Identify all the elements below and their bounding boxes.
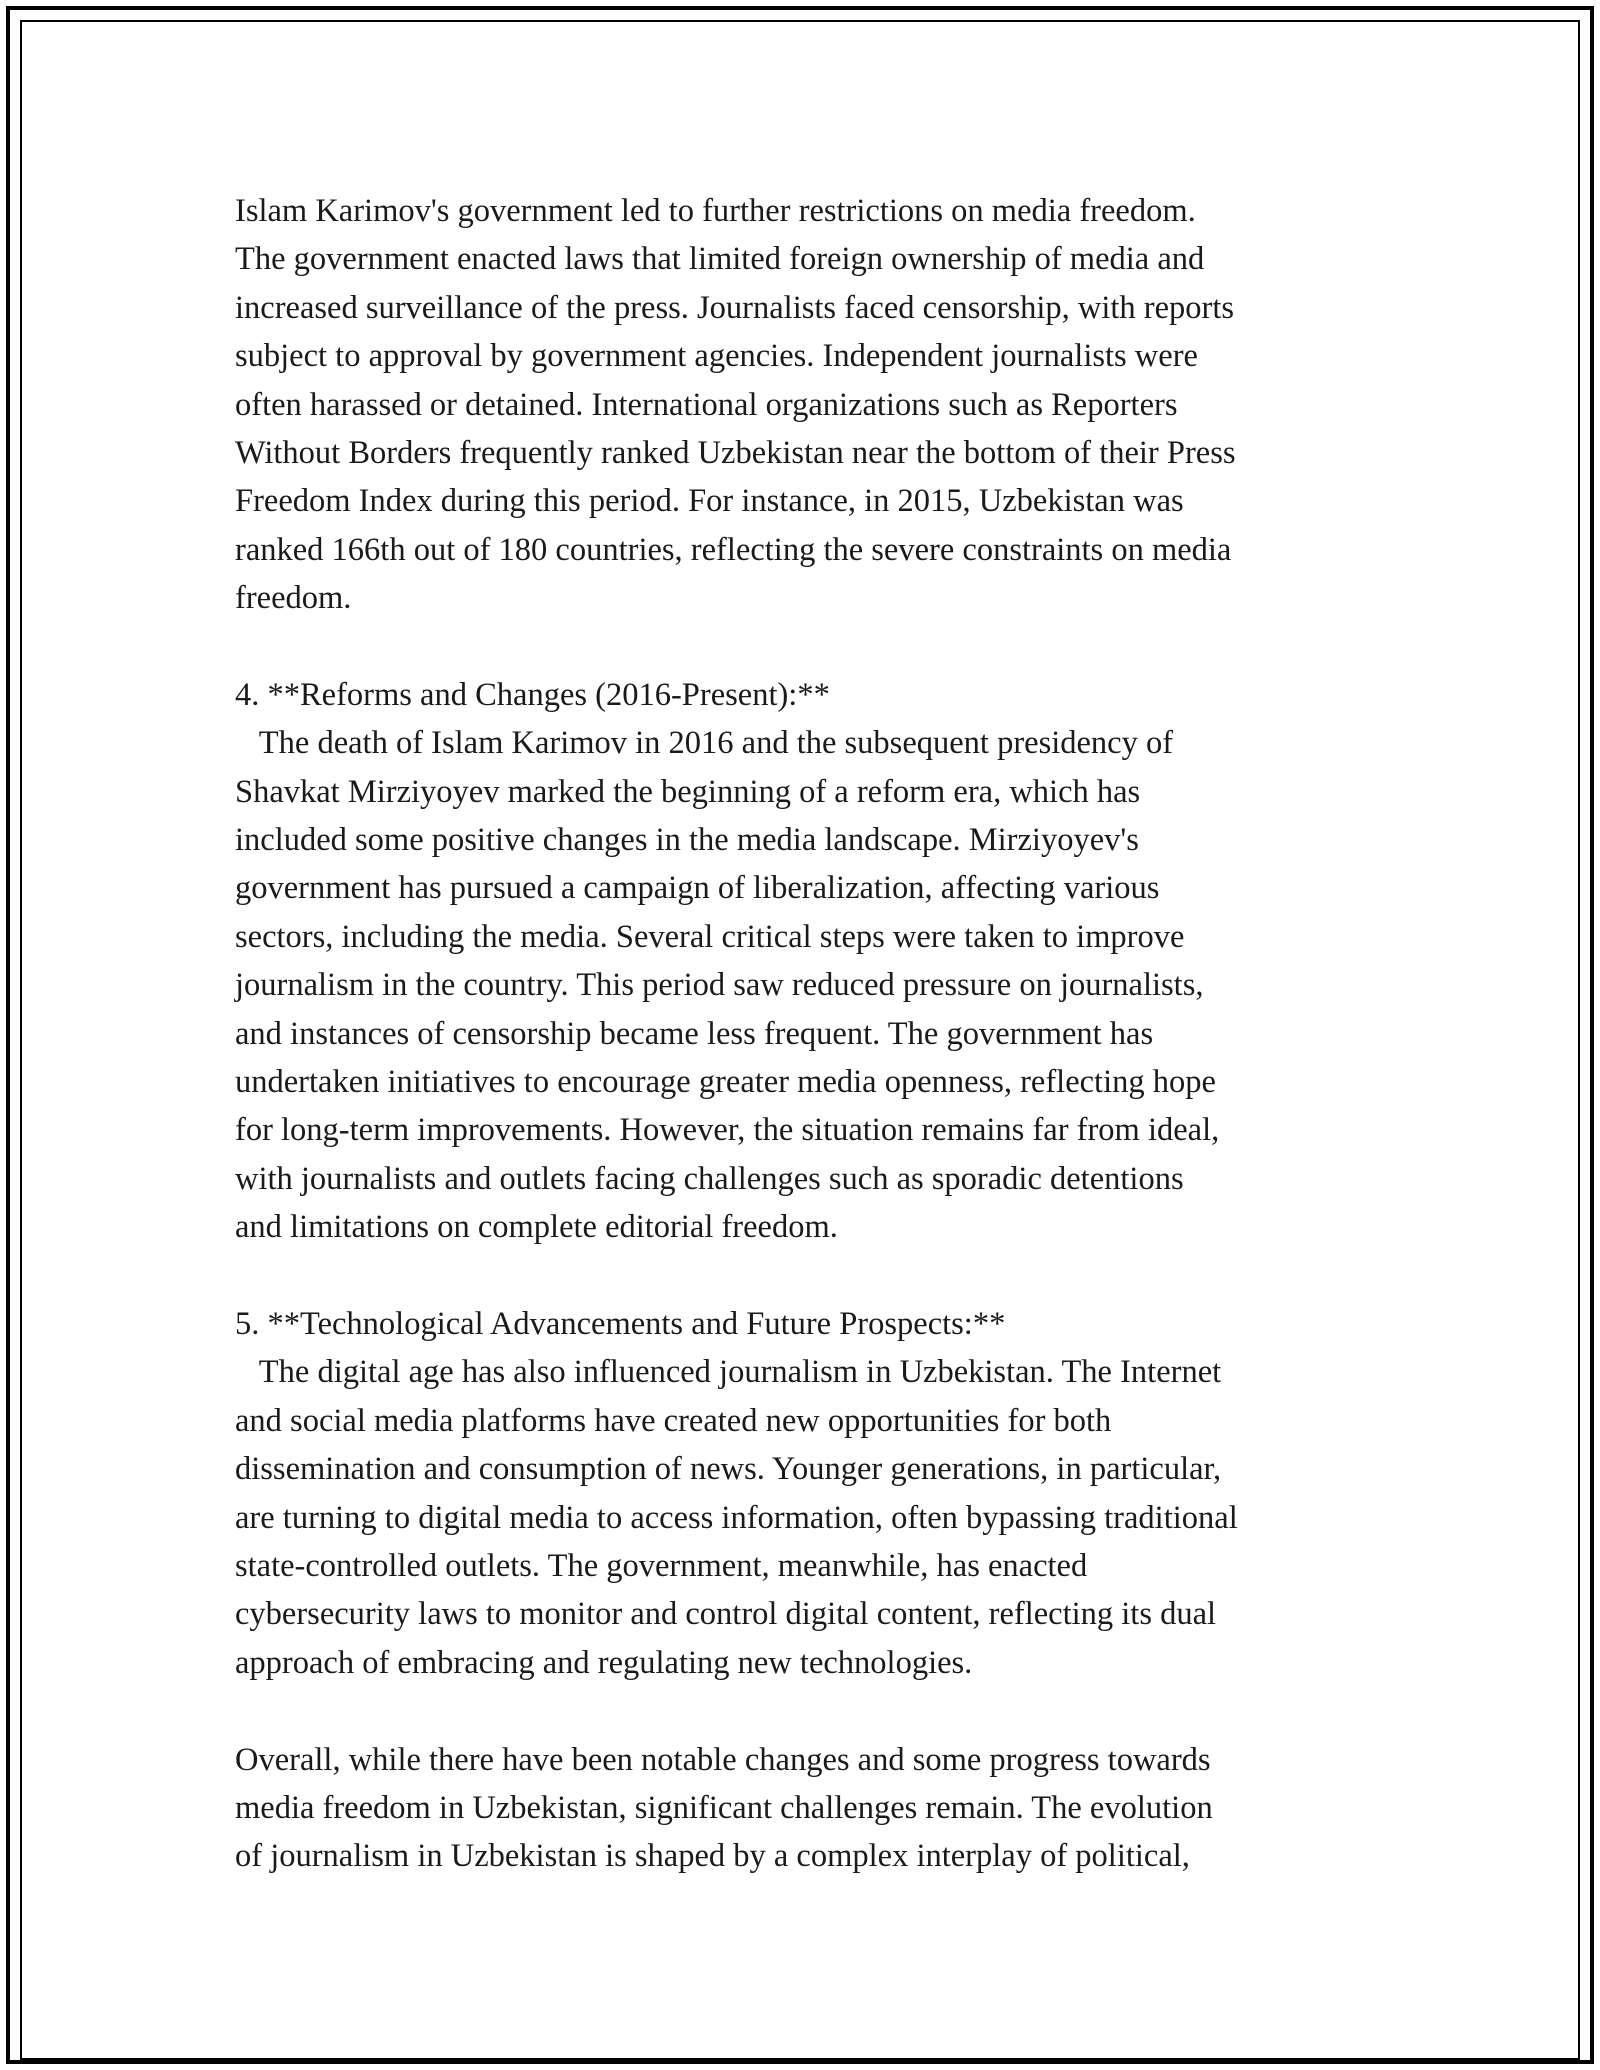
section-4-heading: 4. **Reforms and Changes (2016-Present):**	[235, 676, 830, 713]
section-5-heading: 5. **Technological Advancements and Future Prospects:**	[235, 1305, 1006, 1342]
text-line: ranked 166th out of 180 countries, reflecting the severe constraints on media	[235, 531, 1232, 568]
text-line: of journalism in Uzbekistan is shaped by a complex interplay of political,	[235, 1838, 1190, 1875]
text-line: included some positive changes in the media landscape. Mirziyoyev's	[235, 822, 1139, 859]
text-line: The government enacted laws that limited foreign ownership of media and	[235, 241, 1205, 278]
text-line: increased surveillance of the press. Journalists faced censorship, with reports	[235, 289, 1235, 326]
section-4	[235, 671, 1385, 1252]
text-line: Without Borders frequently ranked Uzbekistan near the bottom of their Press	[235, 434, 1236, 471]
paragraph-overall	[235, 1736, 1385, 1881]
text-line: and limitations on complete editorial freedom.	[235, 1209, 838, 1246]
text-line: Islam Karimov's government led to further restrictions on media freedom.	[235, 193, 1196, 229]
paragraph-spacer	[235, 1252, 1385, 1300]
document-body	[235, 187, 1385, 1881]
text-line: journalism in the country. This period saw reduced pressure on journalists,	[235, 967, 1204, 1004]
text-line: The digital age has also influenced journalism in Uzbekistan. The Internet	[235, 1354, 1222, 1391]
text-line: with journalists and outlets facing challenges such as sporadic detentions	[235, 1160, 1184, 1197]
text-line: sectors, including the media. Several critical steps were taken to improve	[235, 918, 1185, 955]
paragraph-intro	[235, 187, 1385, 623]
text-line: undertaken initiatives to encourage greater media openness, reflecting hope	[235, 1064, 1216, 1101]
text-line: freedom.	[235, 580, 352, 617]
text-line: cybersecurity laws to monitor and control digital content, reflecting its dual	[235, 1596, 1217, 1633]
text-line: approach of embracing and regulating new technologies.	[235, 1644, 973, 1681]
text-line: dissemination and consumption of news. Younger generations, in particular,	[235, 1451, 1222, 1488]
text-line: Freedom Index during this period. For instance, in 2015, Uzbekistan was	[235, 483, 1184, 520]
text-line: are turning to digital media to access information, often bypassing traditional	[235, 1499, 1238, 1536]
text-line: for long-term improvements. However, the situation remains far from ideal,	[235, 1112, 1220, 1149]
text-line: subject to approval by government agencies. Independent journalists were	[235, 338, 1198, 375]
text-line: The death of Islam Karimov in 2016 and the subsequent presidency of	[235, 725, 1174, 762]
paragraph-spacer	[235, 1687, 1385, 1735]
text-line: state-controlled outlets. The government, meanwhile, has enacted	[235, 1547, 1088, 1584]
text-line: Overall, while there have been notable changes and some progress towards	[235, 1741, 1211, 1778]
text-line: often harassed or detained. International organizations such as Reporters	[235, 386, 1178, 423]
paragraph-spacer	[235, 623, 1385, 671]
text-line: media freedom in Uzbekistan, significant challenges remain. The evolution	[235, 1789, 1213, 1826]
section-5	[235, 1300, 1385, 1687]
text-line: government has pursued a campaign of liberalization, affecting various	[235, 870, 1160, 907]
text-line: and instances of censorship became less frequent. The government has	[235, 1015, 1154, 1052]
text-line: Shavkat Mirziyoyev marked the beginning of a reform era, which has	[235, 773, 1141, 810]
text-line: and social media platforms have created new opportunities for both	[235, 1402, 1112, 1439]
